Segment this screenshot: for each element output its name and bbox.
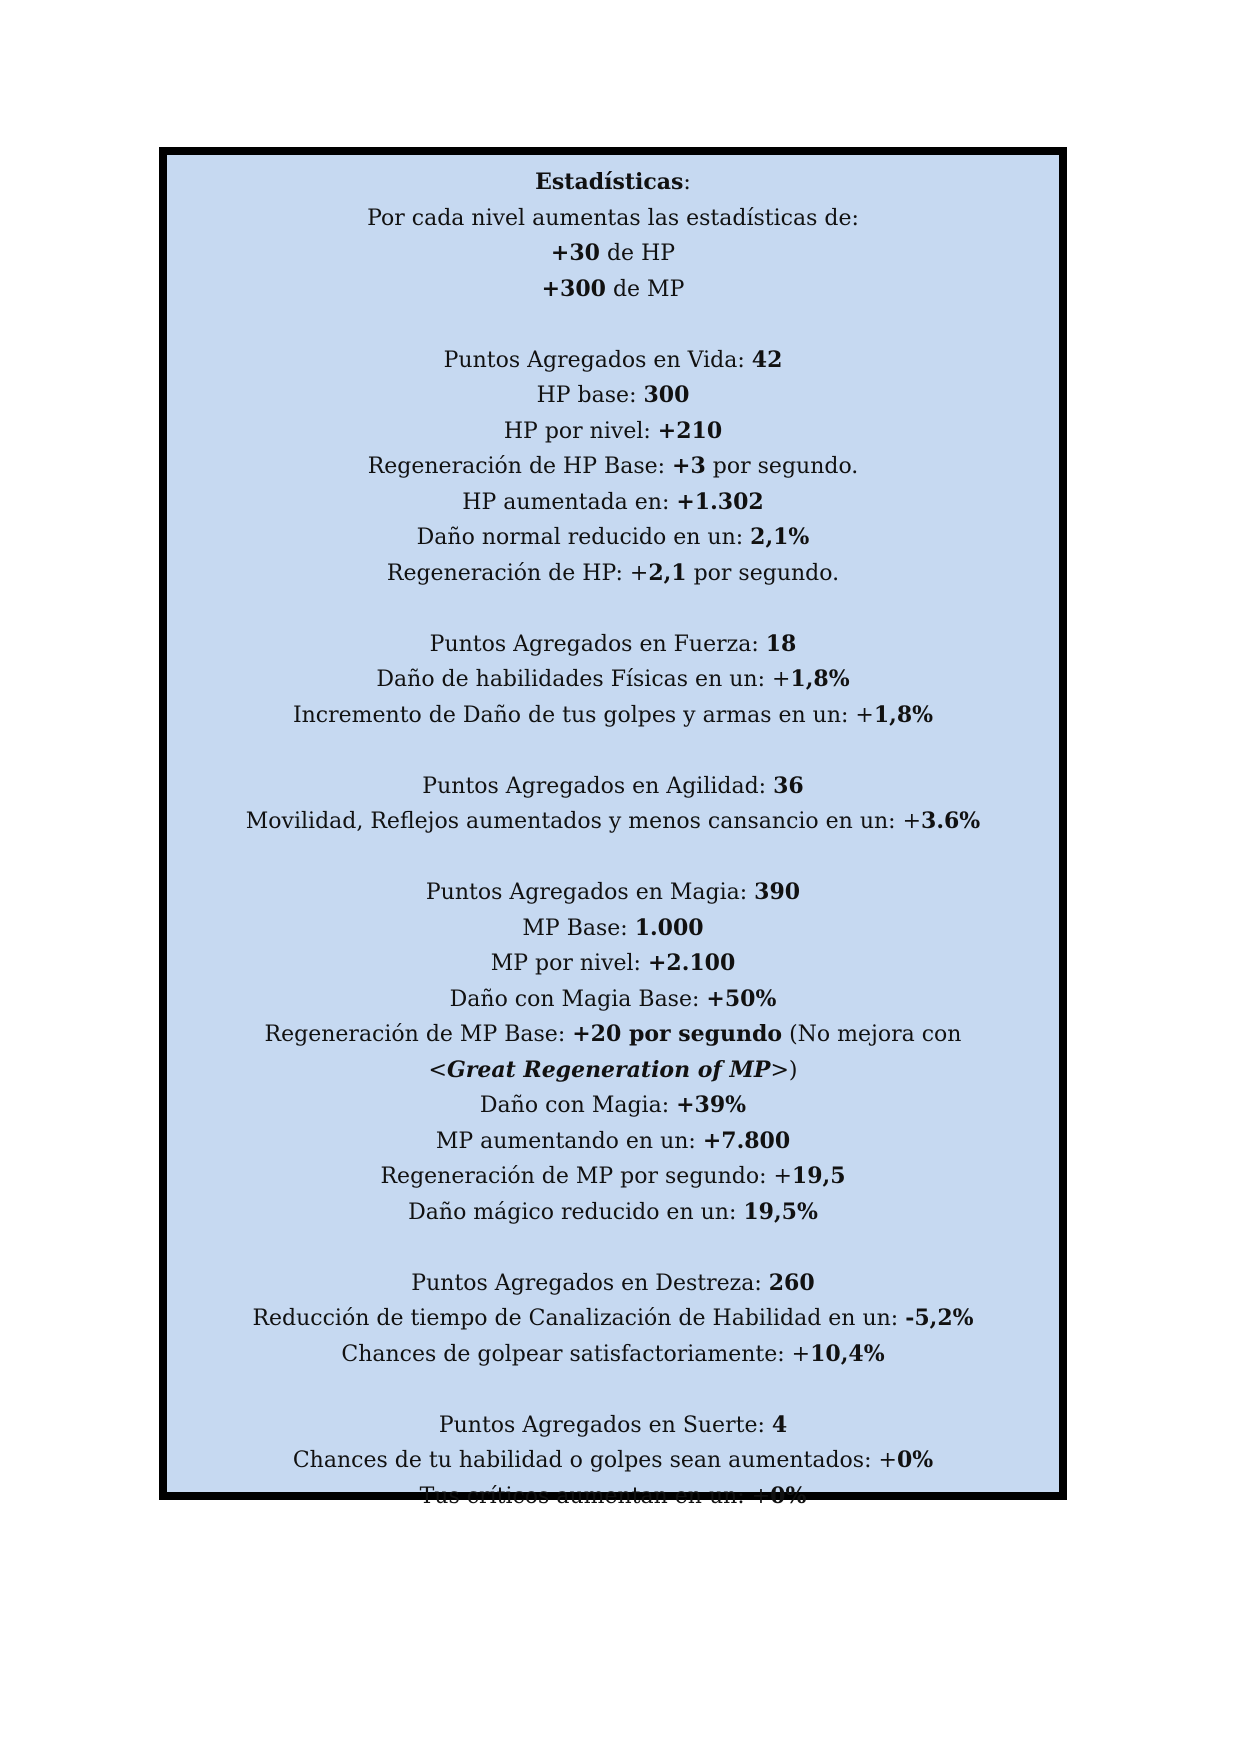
fuerza-fisicas-value: 1,8% bbox=[790, 666, 850, 692]
magia-dano-reducido-label: Daño mágico reducido en un: bbox=[408, 1199, 744, 1225]
magia-dano-value: +39% bbox=[676, 1092, 747, 1118]
vida-regen bbox=[167, 556, 1059, 592]
magia-regen bbox=[167, 1159, 1059, 1195]
magia-regen-base bbox=[167, 1017, 1059, 1053]
suerte-header bbox=[167, 1408, 1059, 1444]
spacer bbox=[167, 1230, 1059, 1266]
vida-regen-suffix: por segundo. bbox=[686, 560, 840, 586]
per-level-hp bbox=[167, 236, 1059, 272]
magia-dano-base bbox=[167, 982, 1059, 1018]
vida-header-value: 42 bbox=[751, 346, 783, 373]
fuerza-fisicas-label: Daño de habilidades Físicas en un: + bbox=[376, 667, 791, 692]
stats-box bbox=[159, 147, 1067, 1509]
suerte-aumentados-label: Chances de tu habilidad o golpes sean aumentados: + bbox=[292, 1448, 897, 1473]
magia-mp-por-nivel-label: MP por nivel: bbox=[490, 951, 648, 976]
vida-regen-base-label: Regeneración de HP Base: bbox=[367, 454, 673, 479]
stats-title bbox=[167, 165, 1059, 201]
vida-hp-base bbox=[167, 378, 1059, 414]
vida-hp-base-label: HP base: bbox=[536, 383, 644, 408]
magia-skill-name: Great Regeneration of MP bbox=[446, 1056, 771, 1083]
stats-title-colon: : bbox=[683, 170, 691, 195]
magia-mp-aumentando-label: MP aumentando en un: bbox=[435, 1128, 703, 1154]
spacer bbox=[167, 840, 1059, 876]
fuerza-header bbox=[167, 627, 1059, 663]
agilidad-movilidad-label: Movilidad, Reflejos aumentados y menos cansancio en un: + bbox=[245, 809, 922, 834]
magia-dano-base-value: +50% bbox=[706, 985, 777, 1012]
suerte-header-label: Puntos Agregados en Suerte: bbox=[438, 1412, 772, 1438]
magia-mp-aumentando-value: +7.800 bbox=[702, 1127, 791, 1154]
agilidad-header-label: Puntos Agregados en Agilidad: bbox=[422, 773, 774, 799]
magia-regen-base-suffix: (No mejora con bbox=[782, 1022, 962, 1047]
vida-hp-por-nivel bbox=[167, 414, 1059, 450]
destreza-golpear-label: Chances de golpear satisfactoriamente: + bbox=[341, 1341, 811, 1367]
vida-dano-reducido-label: Daño normal reducido en un: bbox=[416, 525, 751, 550]
vida-header bbox=[167, 343, 1059, 379]
stats-title-label: Estadísticas bbox=[535, 169, 684, 195]
magia-header-value: 390 bbox=[754, 879, 801, 905]
magia-dano-label: Daño con Magia: bbox=[479, 1093, 677, 1118]
suerte-header-value: 4 bbox=[771, 1411, 788, 1438]
fuerza-header-label: Puntos Agregados en Fuerza: bbox=[429, 631, 766, 657]
magia-header bbox=[167, 875, 1059, 911]
spacer bbox=[167, 1372, 1059, 1408]
vida-hp-aumentada-label: HP aumentada en: bbox=[462, 489, 677, 515]
destreza-header-label: Puntos Agregados en Destreza: bbox=[411, 1270, 769, 1296]
vida-hp-aumentada bbox=[167, 485, 1059, 521]
per-level-mp bbox=[167, 272, 1059, 308]
suerte-aumentados bbox=[167, 1443, 1059, 1479]
suerte-criticos-value: 0% bbox=[770, 1482, 807, 1509]
magia-dano-base-label: Daño con Magia Base: bbox=[449, 986, 707, 1012]
stats-intro: Por cada nivel aumentas las estadísticas de: bbox=[367, 205, 859, 231]
magia-mp-base bbox=[167, 911, 1059, 947]
magia-header-label: Puntos Agregados en Magia: bbox=[425, 880, 755, 905]
magia-regen-base-value: +20 por segundo bbox=[572, 1021, 783, 1047]
suerte-aumentados-value: 0% bbox=[896, 1447, 934, 1473]
fuerza-golpes-label: Incremento de Daño de tus golpes y armas en un: + bbox=[292, 702, 874, 728]
per-level-hp-value: +30 bbox=[550, 240, 600, 266]
destreza-canalizacion-label: Reducción de tiempo de Canalización de Habilidad en un: bbox=[252, 1306, 906, 1331]
magia-mp-base-label: MP Base: bbox=[522, 915, 635, 941]
magia-regen-base-open: < bbox=[428, 1057, 447, 1083]
per-level-hp-suffix: de HP bbox=[599, 241, 676, 266]
vida-dano-reducido bbox=[167, 520, 1059, 556]
agilidad-movilidad-value: 3.6% bbox=[921, 808, 981, 834]
vida-regen-value: 2,1 bbox=[648, 559, 687, 586]
vida-hp-base-value: 300 bbox=[643, 382, 690, 408]
destreza-header bbox=[167, 1266, 1059, 1302]
magia-mp-base-value: 1.000 bbox=[634, 914, 704, 941]
magia-regen-value: 19,5 bbox=[791, 1163, 846, 1189]
magia-dano-reducido-value: 19,5% bbox=[743, 1198, 818, 1225]
magia-dano bbox=[167, 1088, 1059, 1124]
destreza-golpear-value: 10,4% bbox=[810, 1340, 885, 1367]
magia-dano-reducido bbox=[167, 1195, 1059, 1231]
vida-header-label: Puntos Agregados en Vida: bbox=[443, 347, 752, 373]
destreza-canalizacion-value: -5,2% bbox=[905, 1305, 974, 1331]
vida-hp-por-nivel-label: HP por nivel: bbox=[503, 418, 658, 444]
magia-mp-por-nivel bbox=[167, 946, 1059, 982]
magia-regen-label: Regeneración de MP por segundo: + bbox=[380, 1164, 792, 1189]
magia-regen-base-close: >) bbox=[770, 1057, 798, 1083]
fuerza-golpes bbox=[167, 698, 1059, 734]
agilidad-movilidad bbox=[167, 804, 1059, 840]
agilidad-header bbox=[167, 769, 1059, 805]
vida-dano-reducido-value: 2,1% bbox=[750, 524, 810, 550]
destreza-golpear bbox=[167, 1337, 1059, 1373]
spacer bbox=[167, 307, 1059, 343]
destreza-canalizacion bbox=[167, 1301, 1059, 1337]
vida-hp-por-nivel-value: +210 bbox=[657, 417, 723, 444]
spacer bbox=[167, 733, 1059, 769]
vida-regen-base-suffix: por segundo. bbox=[705, 454, 859, 479]
magia-mp-aumentando bbox=[167, 1124, 1059, 1160]
fuerza-golpes-value: 1,8% bbox=[873, 701, 934, 728]
spacer bbox=[167, 591, 1059, 627]
agilidad-header-value: 36 bbox=[773, 772, 804, 799]
suerte-criticos-label: Tus críticos aumentan en un: + bbox=[419, 1483, 771, 1509]
vida-hp-aumentada-value: +1.302 bbox=[676, 488, 764, 515]
magia-regen-base-cont bbox=[167, 1053, 1059, 1089]
fuerza-fisicas bbox=[167, 662, 1059, 698]
vida-regen-base bbox=[167, 449, 1059, 485]
destreza-header-value: 260 bbox=[768, 1269, 815, 1296]
vida-regen-label: Regeneración de HP: + bbox=[386, 560, 649, 586]
per-level-mp-value: +300 bbox=[541, 275, 606, 302]
per-level-mp-suffix: de MP bbox=[605, 276, 685, 302]
magia-mp-por-nivel-value: +2.100 bbox=[647, 950, 736, 976]
vida-regen-base-value: +3 bbox=[672, 453, 706, 479]
magia-regen-base-label: Regeneración de MP Base: bbox=[264, 1022, 573, 1047]
fuerza-header-value: 18 bbox=[765, 630, 797, 657]
suerte-criticos bbox=[167, 1479, 1059, 1515]
